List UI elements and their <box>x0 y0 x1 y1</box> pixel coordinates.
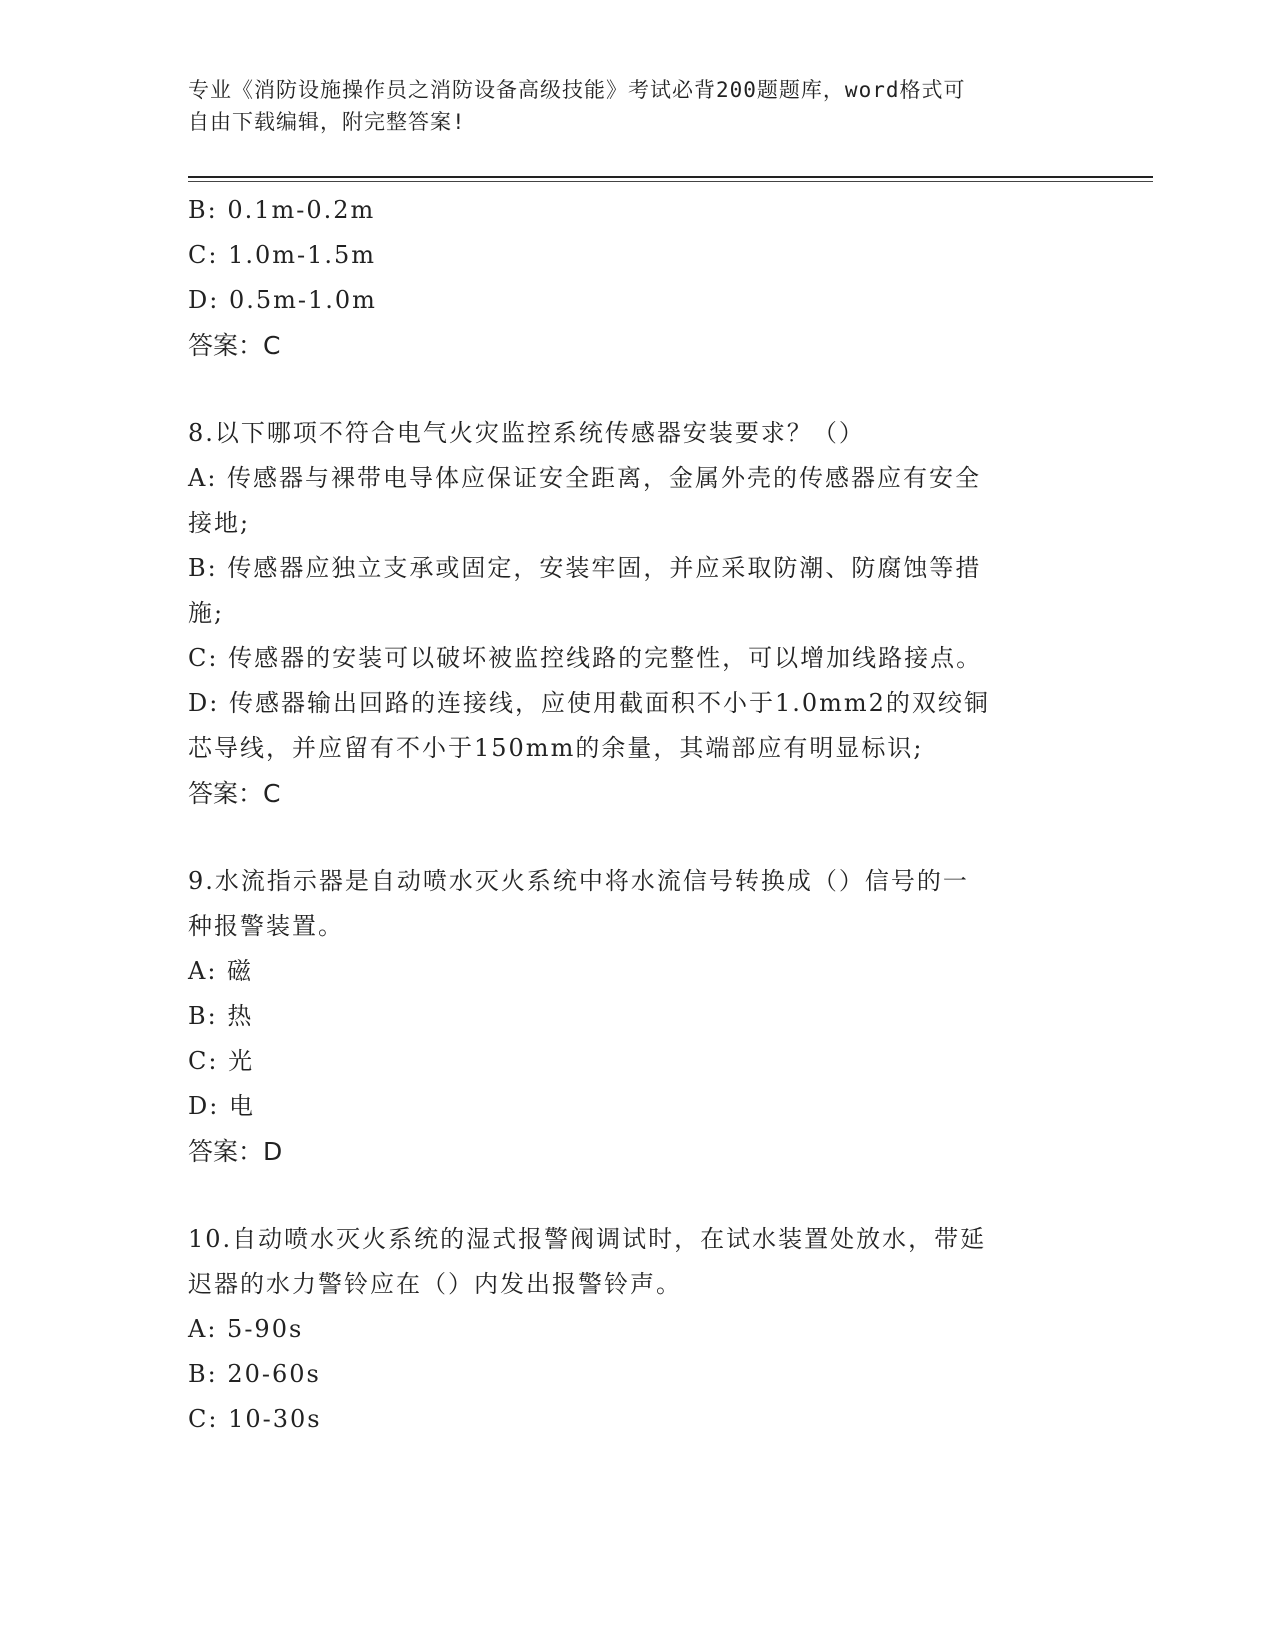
question-stem: 9.水流指示器是自动喷水灭火系统中将水流信号转换成（）信号的一 <box>188 867 969 895</box>
option-b: B: 传感器应独立支承或固定，安装牢固，并应采取防潮、防腐蚀等措 <box>188 554 982 582</box>
option-b: B: 0.1m-0.2m <box>188 196 376 224</box>
header-line-1: 专业《消防设施操作员之消防设备高级技能》考试必背200题题库，word格式可 <box>188 78 966 102</box>
question-9-block <box>188 859 1088 1174</box>
question-8-block <box>188 411 1088 816</box>
option-b-continued: 施; <box>188 599 225 627</box>
spacer <box>188 1174 1088 1217</box>
option-c: C: 传感器的安装可以破坏被监控线路的完整性，可以增加线路接点。 <box>188 644 983 672</box>
option-c: C: 1.0m-1.5m <box>188 241 377 269</box>
header-divider-thick <box>188 176 1153 178</box>
answer-line: 答案：C <box>188 331 281 360</box>
answer-line: 答案：D <box>188 1137 283 1166</box>
header-divider-thin <box>188 181 1153 182</box>
option-a-continued: 接地; <box>188 509 251 537</box>
option-d: D: 传感器输出回路的连接线，应使用截面积不小于1.0mm2的双绞铜 <box>188 689 990 717</box>
option-a: A: 磁 <box>188 957 254 985</box>
question-stem-continued: 种报警装置。 <box>188 912 344 940</box>
document-body <box>188 188 1088 1442</box>
spacer <box>188 816 1088 859</box>
question-stem: 8.以下哪项不符合电气火灾监控系统传感器安装要求？（） <box>188 419 865 447</box>
header-line-2: 自由下载编辑，附完整答案! <box>188 110 466 134</box>
question-10-block <box>188 1217 1088 1442</box>
option-a: A: 传感器与裸带电导体应保证安全距离，金属外壳的传感器应有安全 <box>188 464 982 492</box>
previous-question-block <box>188 188 1088 368</box>
option-b: B: 20-60s <box>188 1360 321 1388</box>
option-a: A: 5-90s <box>188 1315 304 1343</box>
option-c: C: 10-30s <box>188 1405 322 1433</box>
option-c: C: 光 <box>188 1047 255 1075</box>
question-stem-continued: 迟器的水力警铃应在（）内发出报警铃声。 <box>188 1270 682 1298</box>
option-d-continued: 芯导线，并应留有不小于150mm的余量，其端部应有明显标识; <box>188 734 924 762</box>
option-b: B: 热 <box>188 1002 254 1030</box>
answer-line: 答案：C <box>188 779 281 808</box>
spacer <box>188 368 1088 411</box>
document-header <box>188 74 1068 138</box>
option-d: D: 0.5m-1.0m <box>188 286 377 314</box>
option-d: D: 电 <box>188 1092 255 1120</box>
question-stem: 10.自动喷水灭火系统的湿式报警阀调试时，在试水装置处放水，带延 <box>188 1225 987 1253</box>
